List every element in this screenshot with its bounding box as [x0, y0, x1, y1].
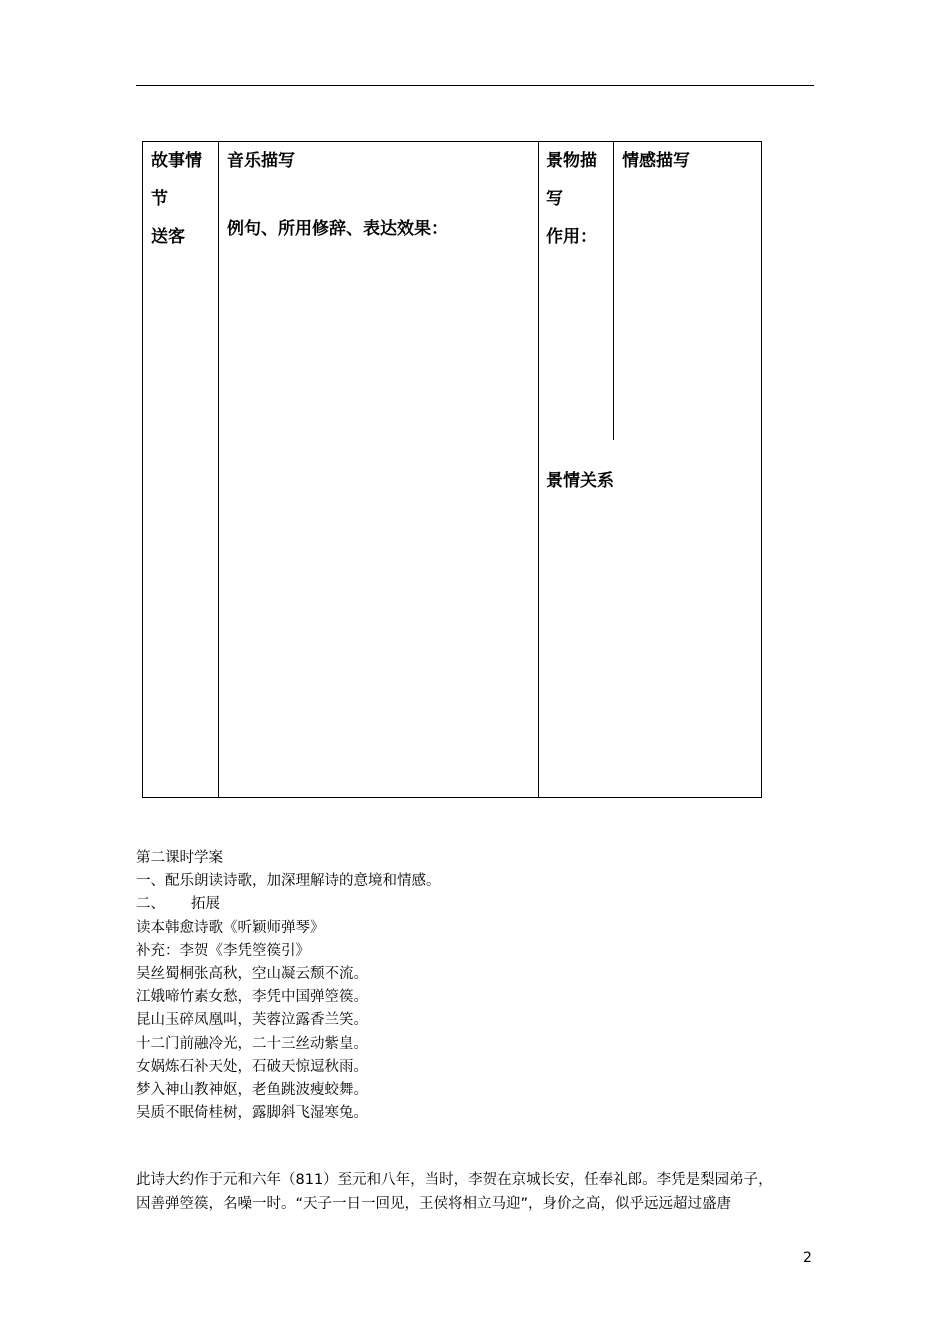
table-divider-2 [538, 142, 539, 798]
lesson-item-1: 一、配乐朗读诗歌，加深理解诗的意境和情感。 [136, 873, 441, 890]
table-divider-1 [218, 142, 219, 798]
story-plot-line-3: 送客 [151, 227, 185, 247]
worksheet-table [142, 141, 762, 798]
scenery-line-1: 景物描 [546, 151, 597, 171]
background-paragraph [136, 1168, 816, 1216]
table-divider-3 [613, 142, 614, 440]
poem-line: 十二门前融冷光，二十三丝动紫皇。 [136, 1035, 368, 1052]
poem-line: 梦入神山教神妪，老鱼跳波瘦蛟舞。 [136, 1082, 368, 1099]
lesson-item-2-number: 二、 [136, 896, 165, 913]
poem-line: 昆山玉碎凤凰叫，芙蓉泣露香兰笑。 [136, 1012, 368, 1029]
header-rule [136, 85, 814, 86]
poem-line: 吴质不眠倚桂树，露脚斜飞湿寒兔。 [136, 1105, 368, 1122]
music-subheading: 例句、所用修辞、表达效果： [227, 219, 448, 239]
story-plot-line-1: 故事情 [151, 151, 202, 171]
lesson-item-2 [136, 893, 441, 916]
poem-line: 女娲炼石补天处，石破天惊逗秋雨。 [136, 1058, 368, 1075]
lesson-item-2-text: 拓展 [191, 896, 220, 913]
scene-emotion-relation: 景情关系 [546, 471, 614, 491]
supplement-line: 补充：李贺《李凭箜篌引》 [136, 942, 310, 959]
reading-assignment: 读本韩愈诗歌《听颖师弹琴》 [136, 919, 325, 936]
lesson-plan [136, 847, 441, 1125]
paragraph-line-1: 此诗大约作于元和六年（811）至元和八年，当时，李贺在京城长安，任奉礼郎。李凭是梨园弟子， [136, 1172, 773, 1188]
scenery-line-2: 写 [546, 189, 563, 209]
story-plot-line-2: 节 [151, 189, 168, 209]
story-plot-heading [151, 142, 202, 256]
lesson-title: 第二课时学案 [136, 850, 223, 866]
emotion-heading: 情感描写 [622, 151, 690, 171]
page-number: 2 [803, 1250, 812, 1266]
paragraph-line-2: 因善弹箜篌，名噪一时。“天子一日一回见，王侯将相立马迎”，身价之高，似乎远远超过盛唐 [136, 1196, 732, 1212]
poem-line: 江娥啼竹素女愁，李凭中国弹箜篌。 [136, 989, 368, 1006]
poem-line: 吴丝蜀桐张高秋，空山凝云颓不流。 [136, 966, 368, 983]
music-heading: 音乐描写 [227, 151, 295, 171]
scenery-heading [546, 142, 597, 256]
scenery-line-3: 作用： [546, 227, 597, 247]
